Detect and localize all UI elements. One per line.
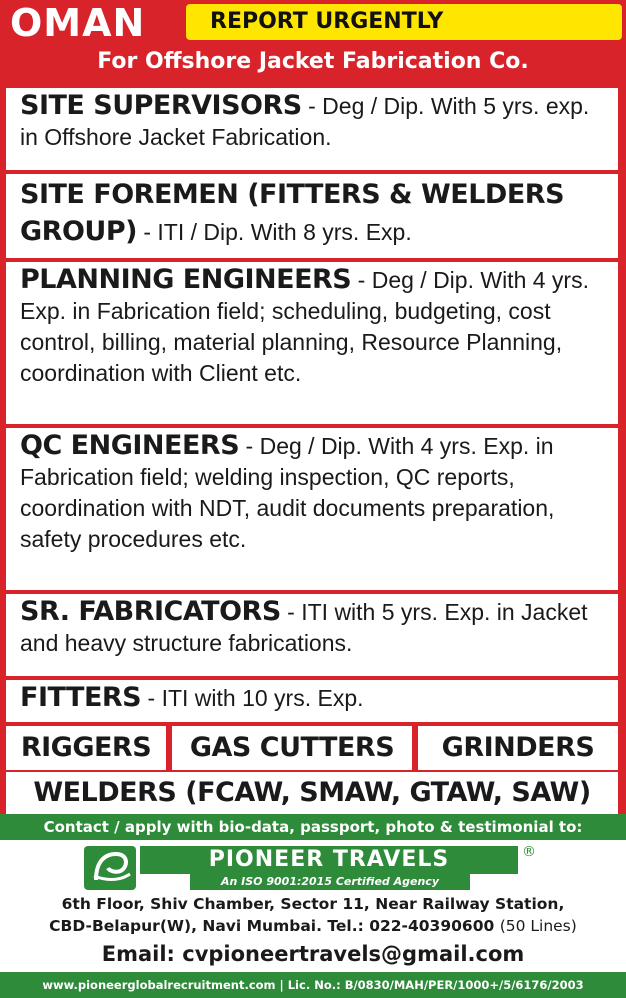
job-site-supervisors [6, 88, 618, 170]
company-subtitle: For Offshore Jacket Fabrication Co. [97, 49, 529, 74]
email-address[interactable]: cvpioneertravels@gmail.com [182, 942, 525, 966]
job-details: - ITI with 10 yrs. Exp. [141, 685, 364, 711]
job-qc-engineers [6, 428, 618, 590]
address-line-1: 6th Floor, Shiv Chamber, Sector 11, Near Railway Station, [61, 895, 565, 913]
job-title: SITE SUPERVISORS [20, 90, 302, 121]
job-details: - Deg / Dip. With 4 yrs. Exp. in Fabrication field; scheduling, budgeting, cost control, billing, material planning, Resource Planning, coordination with Client etc. [20, 267, 589, 386]
header-banner [0, 0, 626, 84]
trade-gas-cutters: GAS CUTTERS [172, 726, 412, 770]
job-details: - ITI / Dip. With 8 yrs. Exp. [136, 219, 412, 245]
country-title: OMAN [10, 1, 146, 45]
agency-block [0, 840, 626, 972]
contact-instructions: Contact / apply with bio-data, passport, photo & testimonial to: [0, 814, 626, 840]
job-title: FITTERS [20, 682, 142, 713]
job-title: PLANNING ENGINEERS [20, 264, 352, 295]
email-label: Email: [101, 942, 175, 966]
job-details: - Deg / Dip. With 4 yrs. Exp. in Fabrication field; welding inspection, QC reports, coordination with NDT, audit documents preparation, safety procedures etc. [20, 433, 555, 552]
trade-welders: WELDERS (FCAW, SMAW, GTAW, SAW) [6, 772, 618, 814]
job-title: QC ENGINEERS [20, 430, 240, 461]
job-details: - Deg / Dip. With 5 yrs. exp. in Offshore Jacket Fabrication. [20, 93, 590, 150]
iso-certification: An ISO 9001:2015 Certified Agency [190, 874, 470, 890]
footer-license: www.pioneerglobalrecruitment.com | Lic. No.: B/0830/MAH/PER/1000+/5/6176/2003 [0, 972, 626, 998]
pioneer-logo-icon [84, 846, 136, 890]
trade-riggers: RIGGERS [6, 726, 166, 770]
job-title: SITE FOREMEN (FITTERS & WELDERS GROUP) [20, 179, 565, 247]
job-fitters [6, 680, 618, 722]
job-planning-engineers [6, 262, 618, 424]
registered-mark: ® [522, 844, 536, 860]
job-details: - ITI with 5 yrs. Exp. in Jacket and heavy structure fabrications. [20, 599, 588, 656]
agency-name: PIONEER TRAVELS [140, 846, 518, 874]
address-line-2 [0, 916, 626, 936]
report-urgently-badge: REPORT URGENTLY [186, 4, 622, 40]
job-sr-fabricators [6, 594, 618, 676]
email-line [0, 938, 626, 970]
phone-lines-note: (50 Lines) [499, 917, 577, 935]
address-phone: CBD-Belapur(W), Navi Mumbai. Tel.: 022-40390600 [49, 917, 495, 935]
job-title: SR. FABRICATORS [20, 596, 281, 627]
trade-grinders: GRINDERS [418, 726, 618, 770]
job-site-foremen [6, 174, 618, 258]
